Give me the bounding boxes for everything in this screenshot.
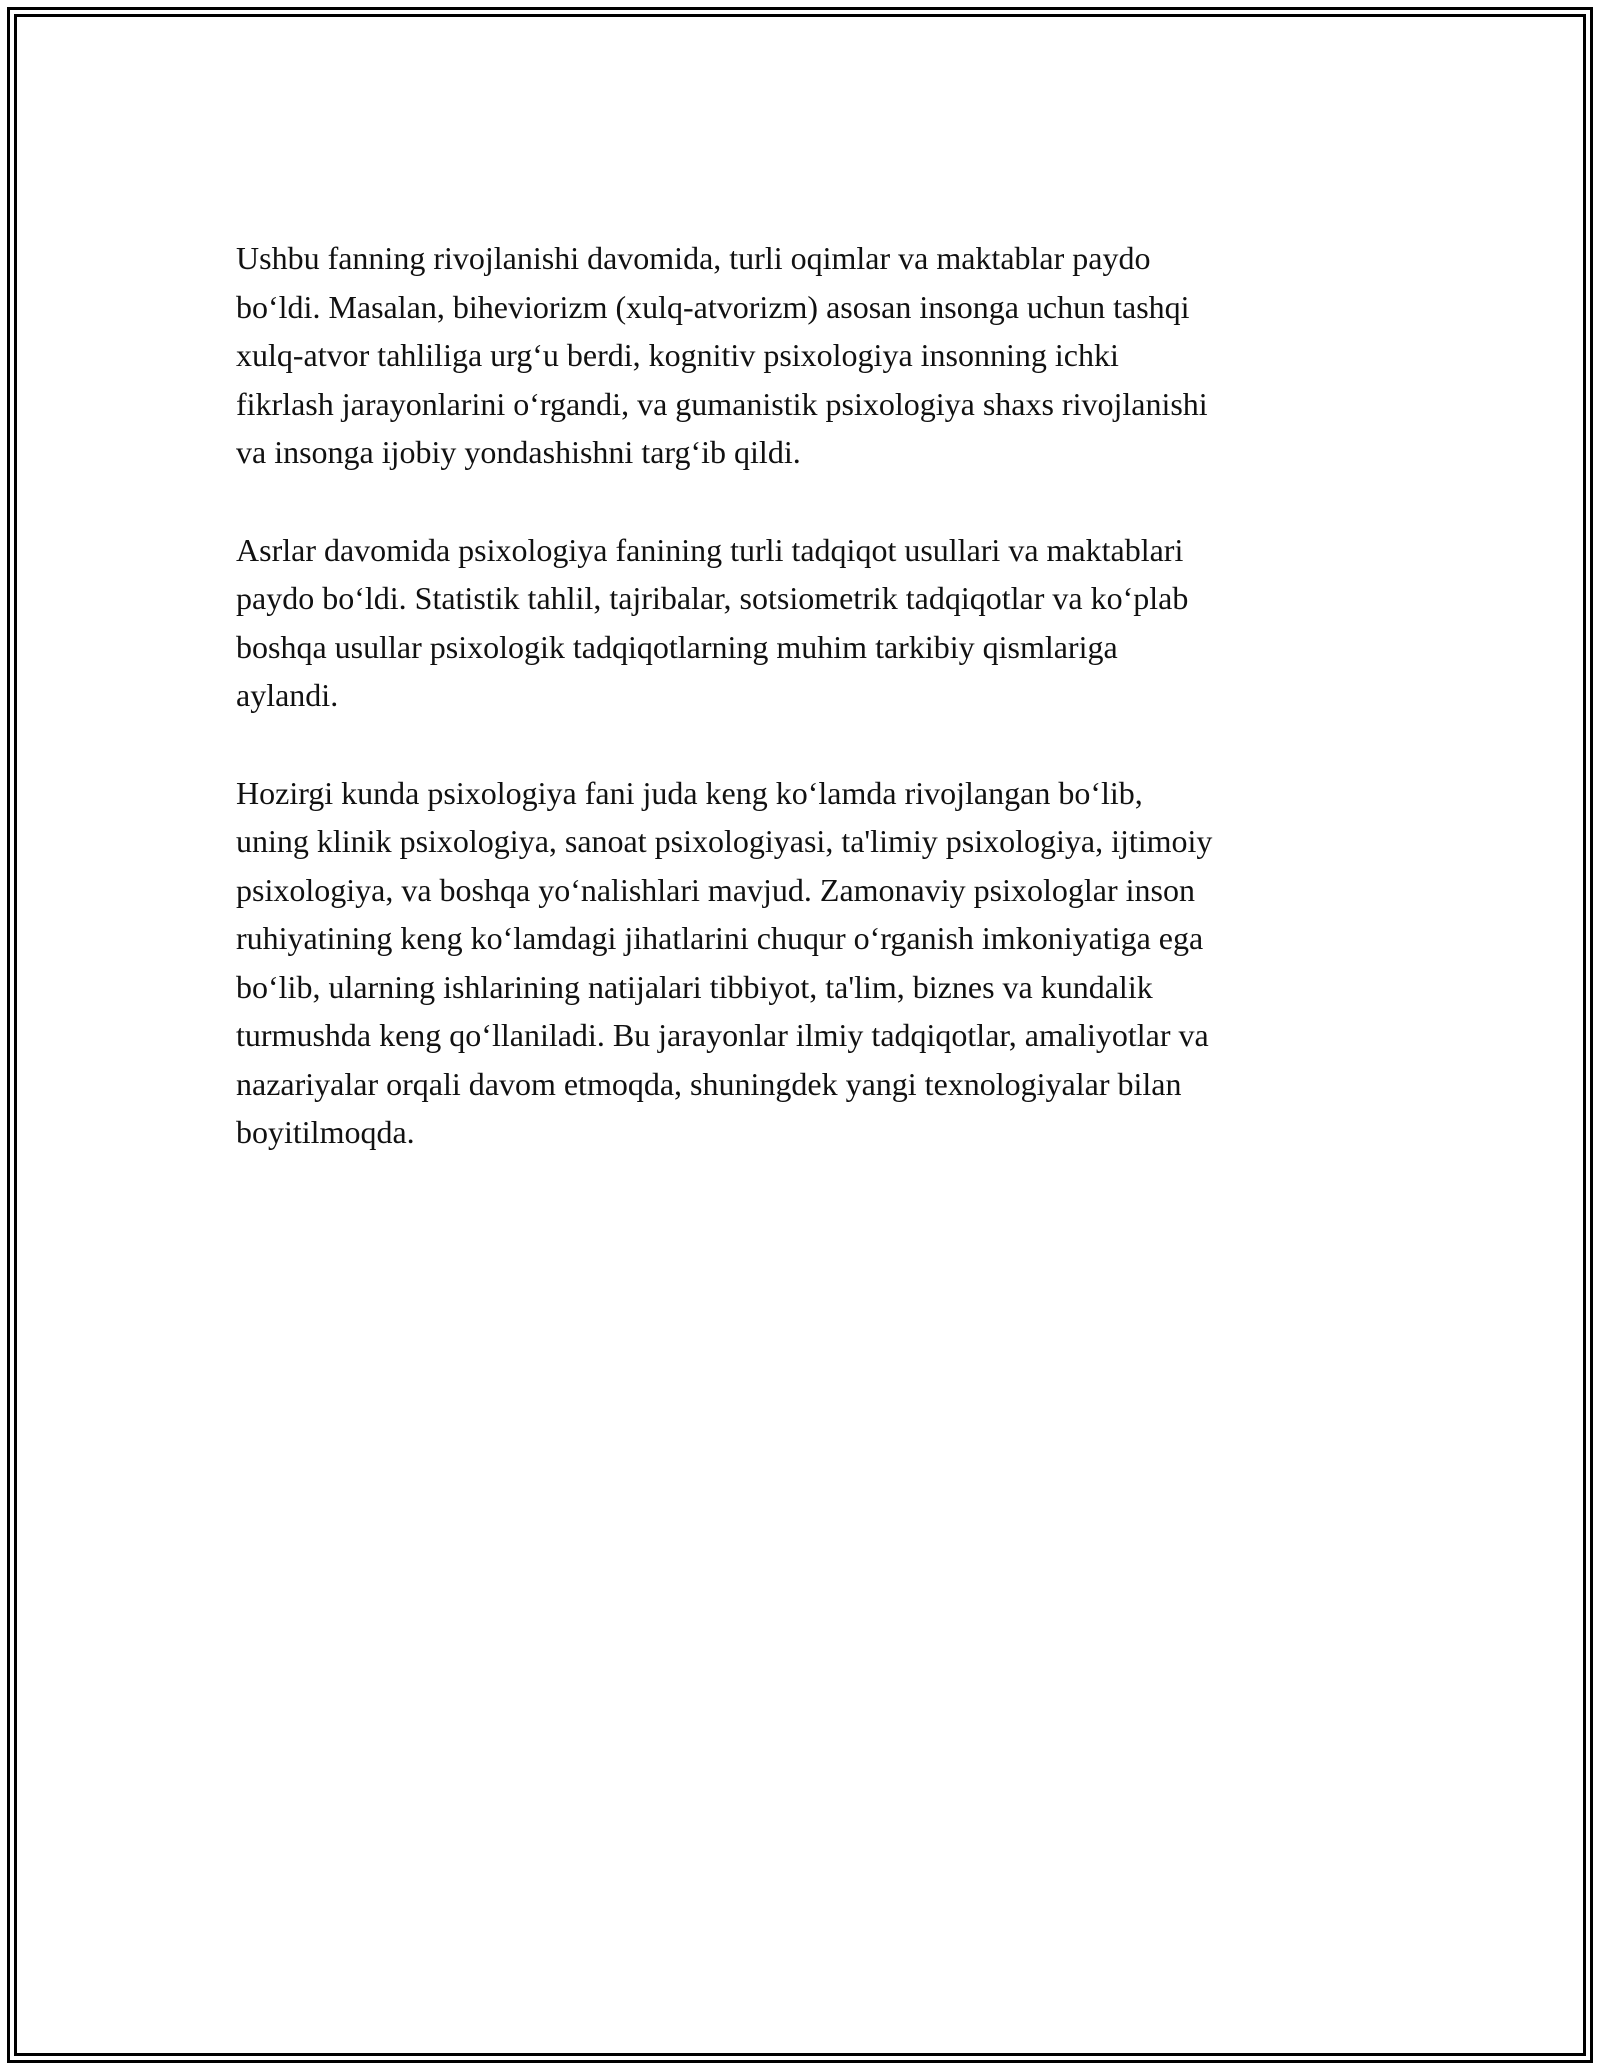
document-body: [236, 234, 1356, 1206]
paragraph-3: [236, 769, 1356, 1157]
text-line: ruhiyatining keng ko‘lamdagi jihatlarini chuqur o‘rganish imkoniyatiga ega: [236, 920, 1204, 956]
text-line: va insonga ijobiy yondashishni targ‘ib qildi.: [236, 434, 801, 470]
text-line: aylandi.: [236, 677, 339, 713]
text-line: psixologiya, va boshqa yo‘nalishlari mavjud. Zamonaviy psixologlar inson: [236, 871, 1195, 908]
text-line: paydo bo‘ldi. Statistik tahlil, tajribalar, sotsiometrik tadqiqotlar va ko‘plab: [236, 580, 1189, 616]
text-line: fikrlash jarayonlarini o‘rgandi, va gumanistik psixologiya shaxs rivojlanishi: [236, 385, 1208, 422]
text-line: xulq-atvor tahliliga urg‘u berdi, kognitiv psixologiya insonning ichki: [236, 337, 1119, 373]
paragraph-2: [236, 526, 1356, 720]
text-line: bo‘lib, ularning ishlarining natijalari tibbiyot, ta'lim, biznes va kundalik: [236, 968, 1153, 1005]
text-line: turmushda keng qo‘llaniladi. Bu jarayonlar ilmiy tadqiqotlar, amaliyotlar va: [236, 1017, 1209, 1053]
text-line: boyitilmoqda.: [236, 1114, 415, 1150]
text-line: nazariyalar orqali davom etmoqda, shuningdek yangi texnologiyalar bilan: [236, 1065, 1182, 1102]
paragraph-1: [236, 234, 1356, 477]
text-line: Hozirgi kunda psixologiya fani juda keng ko‘lamda rivojlangan bo‘lib,: [236, 774, 1143, 811]
text-line: uning klinik psixologiya, sanoat psixologiyasi, ta'limiy psixologiya, ijtimoiy: [236, 823, 1213, 859]
text-line: Asrlar davomida psixologiya fanining turli tadqiqot usullari va maktablari: [236, 531, 1184, 568]
text-line: bo‘ldi. Masalan, biheviorizm (xulq-atvorizm) asosan insonga uchun tashqi: [236, 288, 1190, 325]
text-line: boshqa usullar psixologik tadqiqotlarning muhim tarkibiy qismlariga: [236, 628, 1118, 665]
text-line: Ushbu fanning rivojlanishi davomida, turli oqimlar va maktablar paydo: [236, 240, 1151, 276]
